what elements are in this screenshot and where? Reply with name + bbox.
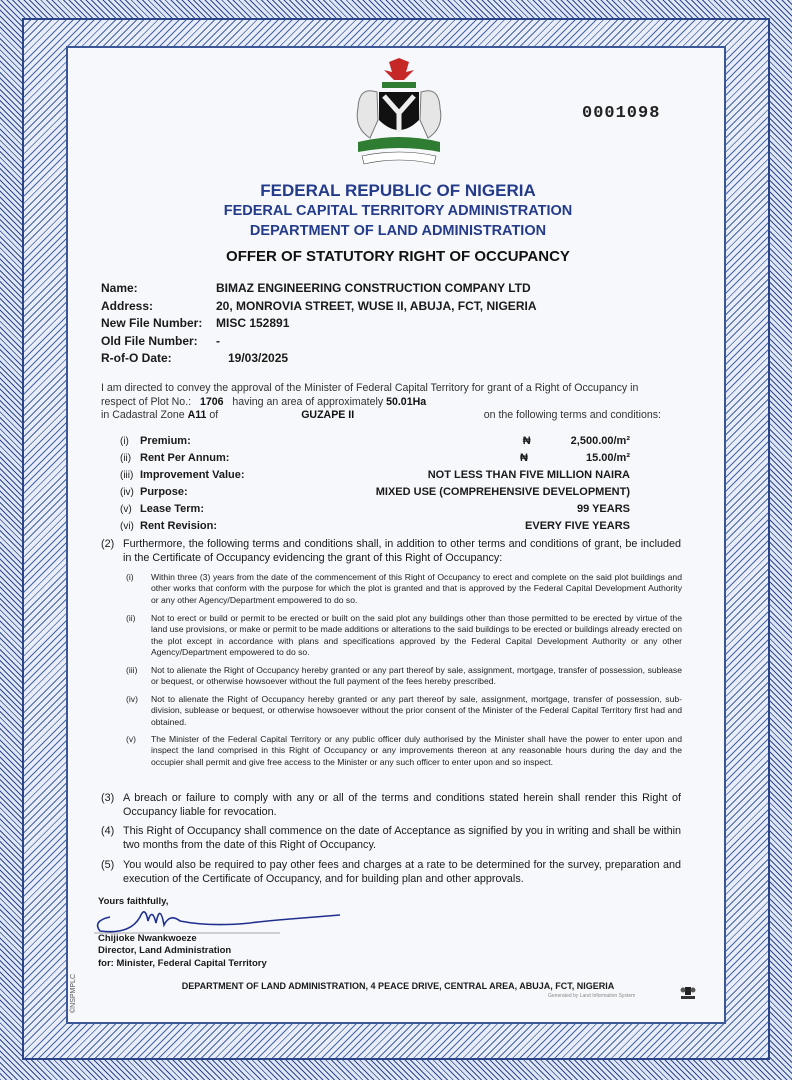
administration-title: FEDERAL CAPITAL TERRITORY ADMINISTRATION [223,203,573,219]
country-title: FEDERAL REPUBLIC OF NIGERIA [260,181,536,200]
detail-value: - [216,333,220,348]
detail-label: Name: [101,281,138,295]
currency-symbol: ₦ [520,452,528,464]
detail-label: R-of-O Date: [101,351,172,365]
term-number: (iii) [120,470,134,481]
closing: Yours faithfully, [98,896,169,907]
detail-label: New File Number: [101,316,203,330]
term-number: (iv) [120,487,134,498]
section-number: (5) [101,859,115,871]
condition-item [126,665,682,688]
section-number: (2) [101,538,115,550]
condition-number: (iii) [126,665,138,675]
condition-number: (ii) [126,613,136,623]
condition-text: Within three (3) years from the date of the commencement of this Right of Occupancy to erect and complete on the said plot buildings and other works that conform with the purpose for which the plot is granted and that is approved by the Federal Capital Development Authority or any other Agency/Department empowered to do so. [151,572,682,605]
section-text: Furthermore, the following terms and conditions shall, in addition to other terms and conditions of grant, be included in the Certificate of Occupancy evidencing the grant of this Right of Occupancy: [123,538,681,564]
detail-value: MISC 152891 [216,316,290,330]
detail-value: 20, MONROVIA STREET, WUSE II, ABUJA, FCT, NIGERIA [216,298,537,313]
term-label: Lease Term: [140,503,204,515]
term-row [120,501,630,518]
serial-number: 0001098 [582,104,661,123]
document-title: OFFER OF STATUTORY RIGHT OF OCCUPANCY [226,248,570,265]
printer-mark: ©NSPMPLC [70,974,77,1013]
term-value: 15.00/m² [585,452,630,464]
terms-list [120,433,630,535]
section-text: You would also be required to pay other fees and charges at a rate to be determined for the survey, preparation and execution of the Certificate of Occupancy, and for building plan and other approvals. [123,859,681,885]
signatory-name: Chijioke Nwankwoeze [98,932,197,944]
section-text: This Right of Occupancy shall commence on the date of Acceptance as signified by you in writing and shall be within two months from the date of this Right of Occupancy. [123,825,681,851]
term-label: Premium: [140,435,191,447]
term-value: MIXED USE (COMPREHENSIVE DEVELOPMENT) [375,486,630,498]
footer-address: DEPARTMENT OF LAND ADMINISTRATION, 4 PEACE DRIVE, CENTRAL AREA, ABUJA, FCT, NIGERIA [181,981,615,991]
term-row [120,433,630,450]
intro-paragraph [101,382,661,423]
term-row [120,484,630,501]
section-text: A breach or failure to comply with any or all of the terms and conditions stated herein shall render this Right of Occupancy liable for revocation. [123,792,681,818]
term-label: Rent Per Annum: [140,452,230,464]
term-row [120,467,630,484]
footer-system: Generated by Land Information System [548,993,636,999]
detail-row [101,333,536,351]
district: GUZAPE II [301,409,355,421]
detail-label: Address: [101,298,154,313]
condition-text: The Minister of the Federal Capital Territory or any public officer duly authorised by the Minister shall have the power to enter upon and inspect the land comprised in this Right of Occupancy or any improvements thereon at any reasonable hours during the day and the occupier shall permit and give free access to the Minister or any such officer to enter upon and so inspect. [151,734,682,767]
detail-value: BIMAZ ENGINEERING CONSTRUCTION COMPANY LTD [216,281,531,295]
signatory-title: Director, Land Administration [98,945,232,956]
condition-text: Not to erect or build or permit to be erected or built on the said plot any buildings other than those permitted to be erected by virtue of the land use provisions, or make or permit to be made additions or alterations to the said buildings to be erected or buildings already erected on the plot except in accordance with plans and specifications approved by the Federal Capital Development Authority or any other Agency/Department empowered to do so. [151,613,682,657]
coat-of-arms-small-icon [680,984,696,1000]
condition-item [126,572,682,606]
condition-item [126,694,682,728]
detail-row [101,315,536,333]
intro-text: on the following terms and conditions: [483,409,661,421]
term-value: EVERY FIVE YEARS [525,520,630,532]
term-number: (vi) [120,521,134,532]
term-value: 2,500.00/m² [570,435,630,447]
coat-of-arms-icon [344,58,454,170]
document-page [66,46,726,1024]
section-4 [101,825,681,852]
signature-block [98,896,340,970]
condition-text: Not to alienate the Right of Occupancy hereby granted or any part thereof by sale, assignment, mortgage, transfer of possession, sub-division, sublease or bequest, or otherwise howsoever without the prior consent of the Minister of the Federal Capital Territory first had and obtained. [151,694,682,727]
term-number: (v) [120,504,132,515]
department-title: DEPARTMENT OF LAND ADMINISTRATION [249,223,547,239]
currency-symbol: ₦ [522,435,531,447]
detail-row [101,298,536,316]
term-number: (ii) [120,453,132,464]
section-number: (4) [101,825,115,837]
term-row [120,518,630,535]
cadastral-zone: A11 [187,409,207,421]
applicant-details [101,280,536,368]
term-value: NOT LESS THAN FIVE MILLION NAIRA [427,469,630,481]
detail-value: 19/03/2025 [228,351,289,365]
intro-text: I am directed to convey the approval of the Minister of Federal Capital Territory for grant of a Right of Occupancy in respect of Plot No.: [101,382,639,408]
term-label: Purpose: [140,486,188,498]
intro-text: having an area of approximately [232,395,384,408]
condition-text: Not to alienate the Right of Occupancy hereby granted or any part thereof by sale, assignment, mortgage, transfer of possession, sublease or bequest, or otherwise howsoever without the full payment of the fees hereby prescribed. [151,665,682,687]
term-label: Rent Revision: [140,520,218,532]
detail-row [101,280,536,298]
intro-text: in Cadastral Zone [101,409,185,421]
detail-row [101,350,536,368]
term-number: (i) [120,436,129,447]
section-5 [101,859,681,886]
header [68,180,728,265]
condition-number: (v) [126,734,137,744]
term-row [120,450,630,467]
section-3 [101,792,681,819]
condition-number: (iv) [126,694,138,704]
condition-number: (i) [126,572,134,582]
plot-area: 50.01Ha [386,395,427,408]
condition-item [126,734,682,768]
signatory-for: for: Minister, Federal Capital Territory [98,957,267,969]
plot-number: 1706 [199,395,224,408]
term-label: Improvement Value: [140,469,245,481]
term-value: 99 YEARS [577,503,630,515]
condition-item [126,613,682,658]
section-number: (3) [101,792,115,804]
detail-label: Old File Number: [101,333,198,348]
section-2 [101,538,681,565]
intro-text: of [209,409,219,421]
